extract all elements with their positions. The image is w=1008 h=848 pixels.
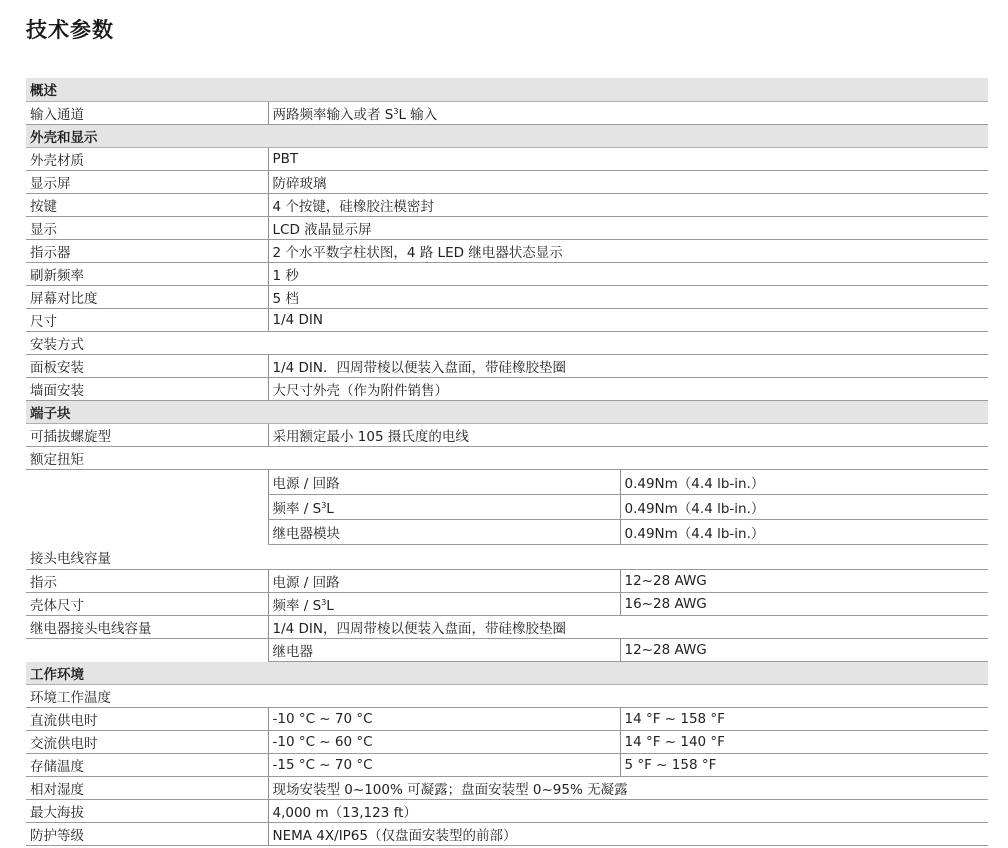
section-header-overview: 概述 (26, 78, 988, 101)
table-row-torque: 额定扭矩 (26, 446, 988, 469)
table-row-humidity: 相对湿度 现场安装型 0~100% 可凝露；盘面安装型 0~95% 无凝露 (26, 776, 988, 799)
table-row-shell-size: 壳体尺寸 频率 / $S^3L$ 16~28 AWG (26, 592, 988, 615)
section-header-housing: 外壳和显示 (26, 124, 988, 147)
table-row-ac-power: 交流供电时 -10 °C ~ 60 °C 14 °F ~ 140 °F (26, 730, 988, 753)
table-row-wire-capacity: 接头电线容量 (26, 544, 988, 569)
table-row-storage-temp: 存储温度 -15 °C ~ 70 °C 5 °F ~ 158 °F (26, 753, 988, 776)
table-row-indication: 指示 电源 / 回路 12~28 AWG (26, 569, 988, 592)
torque-freq-name: 频率 / $S^3L$ (268, 494, 620, 519)
table-row-protection: 防护等级 NEMA 4X/IP65（仅盘面安装型的前部） (26, 822, 988, 845)
table-row-indicator: 指示器 2 个水平数字柱状图，4 路 LED 继电器状态显示 (26, 239, 988, 262)
table-row-screen: 显示屏 防碎玻璃 (26, 170, 988, 193)
table-row-housing-material: 外壳材质 PBT (26, 147, 988, 170)
page-title: 技术参数 (26, 18, 114, 42)
section-header-environment: 工作环境 (26, 661, 988, 684)
table-row-contrast: 屏幕对比度 5 档 (26, 285, 988, 308)
table-row-keys: 按键 4 个按键，硅橡胶注模密封 (26, 193, 988, 216)
table-row-pluggable: 可插拔螺旋型 采用额定最小 105 摄氏度的电线 (26, 423, 988, 446)
shell-size-name: 频率 / $S^3L$ (268, 592, 620, 615)
section-header-terminal: 端子块 (26, 400, 988, 423)
spec-table (26, 78, 988, 846)
table-row-relay: 继电器 12~28 AWG (26, 638, 988, 661)
table-row-ambient-temp: 环境工作温度 (26, 684, 988, 707)
table-row-torque-relay: 继电器模块 0.49Nm（4.4 lb-in.） (26, 519, 988, 544)
table-row-display: 显示 LCD 液晶显示屏 (26, 216, 988, 239)
table-row-torque-power: 电源 / 回路 0.49Nm（4.4 lb-in.） (26, 469, 988, 494)
table-row-refresh: 刷新频率 1 秒 (26, 262, 988, 285)
table-row-panel-mount: 面板安装 1/4 DIN．四周带棱以便装入盘面，带硅橡胶垫圈 (26, 354, 988, 377)
table-row-altitude: 最大海拔 4,000 m（13,123 ft） (26, 799, 988, 822)
input-channel-value: 两路频率输入或者 $S^3L$ 输入 (268, 101, 988, 124)
table-row-relay-wire: 继电器接头电线容量 1/4 DIN，四周带棱以便装入盘面，带硅橡胶垫圈 (26, 615, 988, 638)
table-row-wall-mount: 墙面安装 大尺寸外壳（作为附件销售） (26, 377, 988, 400)
table-row-input-channel: 输入通道 两路频率输入或者 $S^3L$ 输入 (26, 101, 988, 124)
table-row-dc-power: 直流供电时 -10 °C ~ 70 °C 14 °F ~ 158 °F (26, 707, 988, 730)
table-row-mounting: 安装方式 (26, 331, 988, 354)
table-row-size: 尺寸 1/4 DIN (26, 308, 988, 331)
table-row-torque-freq: 频率 / $S^3L$ 0.49Nm（4.4 lb-in.） (26, 494, 988, 519)
